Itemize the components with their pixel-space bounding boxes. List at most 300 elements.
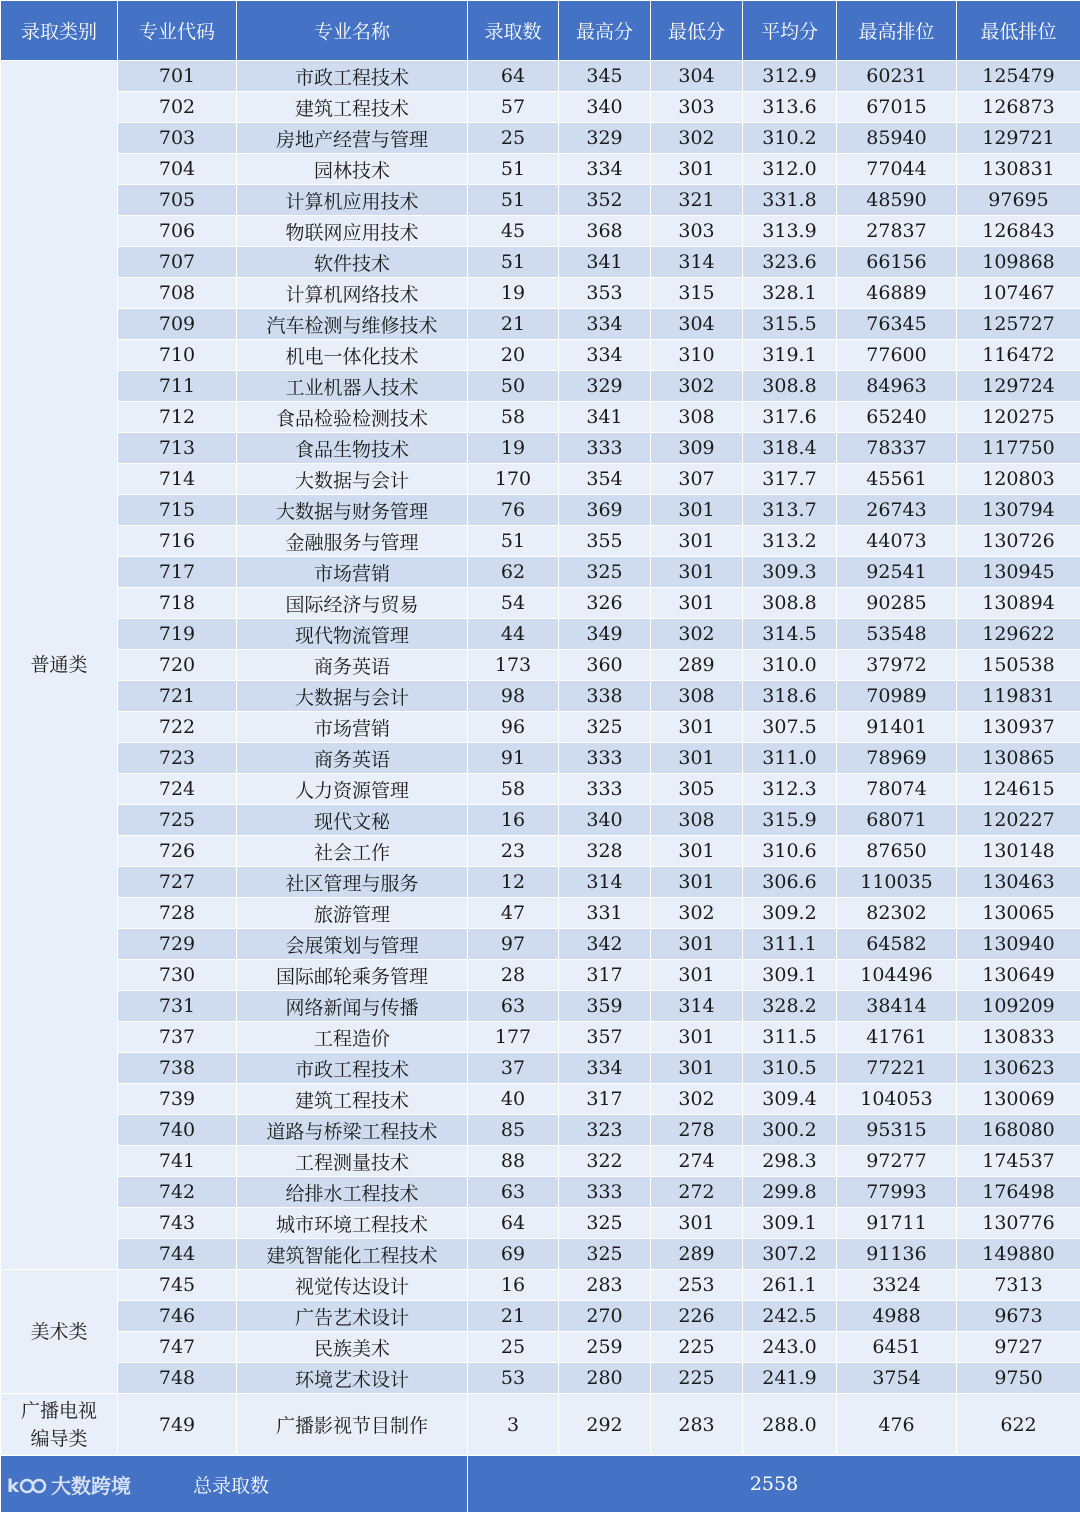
- table-row: [1, 1022, 1080, 1053]
- max-rank-cell: 41761: [837, 1022, 957, 1053]
- header-min-score: 最低分: [651, 1, 743, 61]
- major-code-cell: 739: [118, 1084, 237, 1115]
- max-rank-cell: 60231: [837, 61, 957, 92]
- admitted-count-cell: 85: [468, 1115, 559, 1146]
- max-rank-cell: 3754: [837, 1363, 957, 1394]
- max-score-cell: 322: [559, 1146, 651, 1177]
- major-name-cell: 旅游管理: [237, 898, 468, 929]
- admitted-count-cell: 58: [468, 774, 559, 805]
- min-score-cell: 301: [651, 1208, 743, 1239]
- max-rank-cell: 3324: [837, 1270, 957, 1301]
- avg-score-cell: 315.5: [743, 309, 837, 340]
- table-row: [1, 216, 1080, 247]
- admitted-count-cell: 25: [468, 123, 559, 154]
- min-rank-cell: 9727: [957, 1332, 1080, 1363]
- table-row: [1, 1177, 1080, 1208]
- major-name-cell: 国际邮轮乘务管理: [237, 960, 468, 991]
- max-score-cell: 259: [559, 1332, 651, 1363]
- category-cell: 普通类: [1, 61, 118, 1270]
- max-rank-cell: 476: [837, 1394, 957, 1456]
- max-score-cell: 352: [559, 185, 651, 216]
- min-score-cell: 310: [651, 340, 743, 371]
- max-rank-cell: 104496: [837, 960, 957, 991]
- major-code-cell: 701: [118, 61, 237, 92]
- max-rank-cell: 92541: [837, 557, 957, 588]
- max-score-cell: 333: [559, 1177, 651, 1208]
- table-row: [1, 1053, 1080, 1084]
- min-rank-cell: 130937: [957, 712, 1080, 743]
- table-row: [1, 898, 1080, 929]
- min-score-cell: 272: [651, 1177, 743, 1208]
- avg-score-cell: 311.5: [743, 1022, 837, 1053]
- major-name-cell: 园林技术: [237, 154, 468, 185]
- admitted-count-cell: 97: [468, 929, 559, 960]
- max-score-cell: 333: [559, 433, 651, 464]
- min-rank-cell: 130776: [957, 1208, 1080, 1239]
- table-header: [1, 1, 1080, 61]
- max-rank-cell: 66156: [837, 247, 957, 278]
- admitted-count-cell: 96: [468, 712, 559, 743]
- max-rank-cell: 87650: [837, 836, 957, 867]
- max-score-cell: 368: [559, 216, 651, 247]
- max-rank-cell: 104053: [837, 1084, 957, 1115]
- table-row: [1, 1394, 1080, 1456]
- major-name-cell: 道路与桥梁工程技术: [237, 1115, 468, 1146]
- min-rank-cell: 129721: [957, 123, 1080, 154]
- min-score-cell: 308: [651, 805, 743, 836]
- major-name-cell: 民族美术: [237, 1332, 468, 1363]
- major-name-cell: 房地产经营与管理: [237, 123, 468, 154]
- admitted-count-cell: 57: [468, 92, 559, 123]
- min-rank-cell: 130794: [957, 495, 1080, 526]
- max-score-cell: 354: [559, 464, 651, 495]
- table-row: [1, 1084, 1080, 1115]
- avg-score-cell: 307.2: [743, 1239, 837, 1270]
- min-rank-cell: 130894: [957, 588, 1080, 619]
- avg-score-cell: 309.2: [743, 898, 837, 929]
- max-score-cell: 317: [559, 960, 651, 991]
- admitted-count-cell: 170: [468, 464, 559, 495]
- major-code-cell: 712: [118, 402, 237, 433]
- min-rank-cell: 126843: [957, 216, 1080, 247]
- table-row: [1, 185, 1080, 216]
- max-rank-cell: 97277: [837, 1146, 957, 1177]
- max-score-cell: 353: [559, 278, 651, 309]
- table-row: [1, 681, 1080, 712]
- major-code-cell: 722: [118, 712, 237, 743]
- min-score-cell: 225: [651, 1332, 743, 1363]
- max-score-cell: 270: [559, 1301, 651, 1332]
- table-row: [1, 1270, 1080, 1301]
- table-row: [1, 1239, 1080, 1270]
- min-rank-cell: 117750: [957, 433, 1080, 464]
- avg-score-cell: 313.2: [743, 526, 837, 557]
- avg-score-cell: 308.8: [743, 588, 837, 619]
- major-code-cell: 703: [118, 123, 237, 154]
- major-code-cell: 725: [118, 805, 237, 836]
- major-name-cell: 计算机应用技术: [237, 185, 468, 216]
- max-rank-cell: 76345: [837, 309, 957, 340]
- table-row: [1, 588, 1080, 619]
- major-code-cell: 747: [118, 1332, 237, 1363]
- avg-score-cell: 288.0: [743, 1394, 837, 1456]
- admitted-count-cell: 53: [468, 1363, 559, 1394]
- min-score-cell: 274: [651, 1146, 743, 1177]
- major-name-cell: 现代物流管理: [237, 619, 468, 650]
- min-score-cell: 225: [651, 1363, 743, 1394]
- k100-logo-icon: [7, 1473, 47, 1497]
- total-label: 总录取数: [193, 1474, 270, 1497]
- avg-score-cell: 310.2: [743, 123, 837, 154]
- major-code-cell: 709: [118, 309, 237, 340]
- category-cell: 美术类: [1, 1270, 118, 1394]
- min-rank-cell: 120275: [957, 402, 1080, 433]
- max-rank-cell: 110035: [837, 867, 957, 898]
- min-rank-cell: 130623: [957, 1053, 1080, 1084]
- max-score-cell: 342: [559, 929, 651, 960]
- admitted-count-cell: 47: [468, 898, 559, 929]
- table-row: [1, 61, 1080, 92]
- max-score-cell: 329: [559, 123, 651, 154]
- header-max-rank: 最高排位: [837, 1, 957, 61]
- min-score-cell: 301: [651, 743, 743, 774]
- major-code-cell: 710: [118, 340, 237, 371]
- avg-score-cell: 309.1: [743, 960, 837, 991]
- max-score-cell: 345: [559, 61, 651, 92]
- admitted-count-cell: 64: [468, 1208, 559, 1239]
- admitted-count-cell: 69: [468, 1239, 559, 1270]
- table-row: [1, 123, 1080, 154]
- admitted-count-cell: 98: [468, 681, 559, 712]
- admitted-count-cell: 177: [468, 1022, 559, 1053]
- admitted-count-cell: 76: [468, 495, 559, 526]
- min-rank-cell: 130069: [957, 1084, 1080, 1115]
- major-code-cell: 717: [118, 557, 237, 588]
- table-row: [1, 495, 1080, 526]
- admitted-count-cell: 51: [468, 185, 559, 216]
- table-row: [1, 805, 1080, 836]
- major-code-cell: 749: [118, 1394, 237, 1456]
- min-rank-cell: 109209: [957, 991, 1080, 1022]
- max-score-cell: 292: [559, 1394, 651, 1456]
- table-row: [1, 1208, 1080, 1239]
- max-rank-cell: 48590: [837, 185, 957, 216]
- major-name-cell: 建筑智能化工程技术: [237, 1239, 468, 1270]
- max-rank-cell: 68071: [837, 805, 957, 836]
- table-row: [1, 464, 1080, 495]
- major-code-cell: 721: [118, 681, 237, 712]
- min-score-cell: 283: [651, 1394, 743, 1456]
- table-row: [1, 650, 1080, 681]
- min-score-cell: 301: [651, 836, 743, 867]
- major-code-cell: 719: [118, 619, 237, 650]
- header-major-code: 专业代码: [118, 1, 237, 61]
- max-score-cell: 340: [559, 805, 651, 836]
- max-rank-cell: 82302: [837, 898, 957, 929]
- min-rank-cell: 176498: [957, 1177, 1080, 1208]
- min-score-cell: 301: [651, 526, 743, 557]
- min-score-cell: 303: [651, 92, 743, 123]
- major-code-cell: 730: [118, 960, 237, 991]
- min-rank-cell: 9673: [957, 1301, 1080, 1332]
- admitted-count-cell: 51: [468, 154, 559, 185]
- min-score-cell: 305: [651, 774, 743, 805]
- min-score-cell: 289: [651, 1239, 743, 1270]
- min-score-cell: 308: [651, 681, 743, 712]
- header-min-rank: 最低排位: [957, 1, 1080, 61]
- max-score-cell: 360: [559, 650, 651, 681]
- major-name-cell: 视觉传达设计: [237, 1270, 468, 1301]
- avg-score-cell: 309.4: [743, 1084, 837, 1115]
- max-score-cell: 334: [559, 1053, 651, 1084]
- avg-score-cell: 314.5: [743, 619, 837, 650]
- min-score-cell: 307: [651, 464, 743, 495]
- header-major-name: 专业名称: [237, 1, 468, 61]
- avg-score-cell: 317.6: [743, 402, 837, 433]
- max-rank-cell: 77600: [837, 340, 957, 371]
- max-rank-cell: 90285: [837, 588, 957, 619]
- max-rank-cell: 46889: [837, 278, 957, 309]
- max-rank-cell: 45561: [837, 464, 957, 495]
- table-row: [1, 743, 1080, 774]
- admitted-count-cell: 51: [468, 526, 559, 557]
- major-code-cell: 707: [118, 247, 237, 278]
- max-score-cell: 334: [559, 154, 651, 185]
- major-name-cell: 国际经济与贸易: [237, 588, 468, 619]
- max-rank-cell: 77221: [837, 1053, 957, 1084]
- min-score-cell: 301: [651, 960, 743, 991]
- total-label-cell: [1, 1456, 468, 1513]
- total-value: 2558: [468, 1456, 1080, 1513]
- min-rank-cell: 130148: [957, 836, 1080, 867]
- major-code-cell: 746: [118, 1301, 237, 1332]
- min-score-cell: 302: [651, 619, 743, 650]
- major-name-cell: 人力资源管理: [237, 774, 468, 805]
- min-rank-cell: 130865: [957, 743, 1080, 774]
- min-score-cell: 304: [651, 309, 743, 340]
- major-code-cell: 742: [118, 1177, 237, 1208]
- avg-score-cell: 261.1: [743, 1270, 837, 1301]
- header-category: 录取类别: [1, 1, 118, 61]
- min-rank-cell: 130463: [957, 867, 1080, 898]
- major-name-cell: 现代文秘: [237, 805, 468, 836]
- avg-score-cell: 311.1: [743, 929, 837, 960]
- admitted-count-cell: 25: [468, 1332, 559, 1363]
- min-score-cell: 302: [651, 371, 743, 402]
- avg-score-cell: 312.9: [743, 61, 837, 92]
- major-name-cell: 大数据与会计: [237, 681, 468, 712]
- admitted-count-cell: 63: [468, 1177, 559, 1208]
- major-name-cell: 汽车检测与维修技术: [237, 309, 468, 340]
- avg-score-cell: 310.0: [743, 650, 837, 681]
- min-rank-cell: 130726: [957, 526, 1080, 557]
- max-rank-cell: 44073: [837, 526, 957, 557]
- table-row: [1, 1363, 1080, 1394]
- max-score-cell: 317: [559, 1084, 651, 1115]
- min-score-cell: 315: [651, 278, 743, 309]
- min-rank-cell: 7313: [957, 1270, 1080, 1301]
- admitted-count-cell: 16: [468, 805, 559, 836]
- watermark: [7, 1470, 131, 1499]
- major-code-cell: 715: [118, 495, 237, 526]
- max-score-cell: 341: [559, 402, 651, 433]
- min-rank-cell: 168080: [957, 1115, 1080, 1146]
- major-name-cell: 大数据与会计: [237, 464, 468, 495]
- min-score-cell: 289: [651, 650, 743, 681]
- table-row: [1, 619, 1080, 650]
- max-rank-cell: 53548: [837, 619, 957, 650]
- avg-score-cell: 309.1: [743, 1208, 837, 1239]
- min-score-cell: 304: [651, 61, 743, 92]
- major-name-cell: 给排水工程技术: [237, 1177, 468, 1208]
- max-rank-cell: 85940: [837, 123, 957, 154]
- header-admitted-count: 录取数: [468, 1, 559, 61]
- avg-score-cell: 307.5: [743, 712, 837, 743]
- major-code-cell: 705: [118, 185, 237, 216]
- admitted-count-cell: 20: [468, 340, 559, 371]
- max-score-cell: 323: [559, 1115, 651, 1146]
- table-footer: [1, 1456, 1080, 1513]
- min-rank-cell: 124615: [957, 774, 1080, 805]
- avg-score-cell: 323.6: [743, 247, 837, 278]
- avg-score-cell: 318.6: [743, 681, 837, 712]
- major-code-cell: 718: [118, 588, 237, 619]
- avg-score-cell: 243.0: [743, 1332, 837, 1363]
- max-rank-cell: 78969: [837, 743, 957, 774]
- min-rank-cell: 125727: [957, 309, 1080, 340]
- max-rank-cell: 26743: [837, 495, 957, 526]
- max-score-cell: 328: [559, 836, 651, 867]
- major-name-cell: 工业机器人技术: [237, 371, 468, 402]
- major-name-cell: 环境艺术设计: [237, 1363, 468, 1394]
- min-score-cell: 301: [651, 557, 743, 588]
- min-rank-cell: 120227: [957, 805, 1080, 836]
- max-rank-cell: 4988: [837, 1301, 957, 1332]
- max-rank-cell: 27837: [837, 216, 957, 247]
- avg-score-cell: 310.5: [743, 1053, 837, 1084]
- avg-score-cell: 313.9: [743, 216, 837, 247]
- max-rank-cell: 84963: [837, 371, 957, 402]
- avg-score-cell: 313.6: [743, 92, 837, 123]
- major-code-cell: 724: [118, 774, 237, 805]
- major-code-cell: 738: [118, 1053, 237, 1084]
- max-score-cell: 355: [559, 526, 651, 557]
- admitted-count-cell: 63: [468, 991, 559, 1022]
- major-name-cell: 广播影视节目制作: [237, 1394, 468, 1456]
- major-name-cell: 建筑工程技术: [237, 92, 468, 123]
- min-score-cell: 302: [651, 123, 743, 154]
- max-rank-cell: 70989: [837, 681, 957, 712]
- avg-score-cell: 315.9: [743, 805, 837, 836]
- major-name-cell: 网络新闻与传播: [237, 991, 468, 1022]
- max-rank-cell: 78074: [837, 774, 957, 805]
- major-name-cell: 社区管理与服务: [237, 867, 468, 898]
- table-row: [1, 92, 1080, 123]
- category-cell: 广播电视编导类: [1, 1394, 118, 1456]
- major-name-cell: 食品生物技术: [237, 433, 468, 464]
- major-name-cell: 大数据与财务管理: [237, 495, 468, 526]
- min-rank-cell: 622: [957, 1394, 1080, 1456]
- min-rank-cell: 174537: [957, 1146, 1080, 1177]
- major-code-cell: 729: [118, 929, 237, 960]
- avg-score-cell: 312.3: [743, 774, 837, 805]
- major-code-cell: 727: [118, 867, 237, 898]
- min-score-cell: 308: [651, 402, 743, 433]
- major-name-cell: 市政工程技术: [237, 1053, 468, 1084]
- major-code-cell: 731: [118, 991, 237, 1022]
- avg-score-cell: 308.8: [743, 371, 837, 402]
- major-code-cell: 740: [118, 1115, 237, 1146]
- major-name-cell: 工程测量技术: [237, 1146, 468, 1177]
- table-row: [1, 433, 1080, 464]
- major-name-cell: 市政工程技术: [237, 61, 468, 92]
- admitted-count-cell: 21: [468, 1301, 559, 1332]
- major-code-cell: 748: [118, 1363, 237, 1394]
- svg-text:k: k: [7, 1475, 19, 1497]
- admitted-count-cell: 28: [468, 960, 559, 991]
- major-name-cell: 城市环境工程技术: [237, 1208, 468, 1239]
- max-score-cell: 333: [559, 743, 651, 774]
- admitted-count-cell: 19: [468, 278, 559, 309]
- max-score-cell: 283: [559, 1270, 651, 1301]
- table-row: [1, 1301, 1080, 1332]
- admitted-count-cell: 3: [468, 1394, 559, 1456]
- major-name-cell: 社会工作: [237, 836, 468, 867]
- min-score-cell: 278: [651, 1115, 743, 1146]
- min-score-cell: 309: [651, 433, 743, 464]
- max-score-cell: 359: [559, 991, 651, 1022]
- table-row: [1, 774, 1080, 805]
- table-row: [1, 960, 1080, 991]
- major-code-cell: 728: [118, 898, 237, 929]
- max-score-cell: 280: [559, 1363, 651, 1394]
- max-rank-cell: 37972: [837, 650, 957, 681]
- admitted-count-cell: 88: [468, 1146, 559, 1177]
- min-score-cell: 302: [651, 898, 743, 929]
- major-name-cell: 广告艺术设计: [237, 1301, 468, 1332]
- max-rank-cell: 77993: [837, 1177, 957, 1208]
- major-code-cell: 702: [118, 92, 237, 123]
- table-row: [1, 154, 1080, 185]
- table-row: [1, 278, 1080, 309]
- table-row: [1, 247, 1080, 278]
- min-score-cell: 301: [651, 588, 743, 619]
- max-rank-cell: 65240: [837, 402, 957, 433]
- major-code-cell: 723: [118, 743, 237, 774]
- max-rank-cell: 64582: [837, 929, 957, 960]
- max-score-cell: 333: [559, 774, 651, 805]
- admitted-count-cell: 173: [468, 650, 559, 681]
- max-score-cell: 334: [559, 340, 651, 371]
- admitted-count-cell: 40: [468, 1084, 559, 1115]
- min-rank-cell: 130940: [957, 929, 1080, 960]
- admitted-count-cell: 37: [468, 1053, 559, 1084]
- admitted-count-cell: 91: [468, 743, 559, 774]
- major-name-cell: 工程造价: [237, 1022, 468, 1053]
- min-rank-cell: 130649: [957, 960, 1080, 991]
- max-rank-cell: 78337: [837, 433, 957, 464]
- min-score-cell: 301: [651, 154, 743, 185]
- header-row: [1, 1, 1080, 61]
- footer-row: [1, 1456, 1080, 1513]
- max-score-cell: 326: [559, 588, 651, 619]
- max-score-cell: 340: [559, 92, 651, 123]
- min-score-cell: 301: [651, 929, 743, 960]
- major-name-cell: 计算机网络技术: [237, 278, 468, 309]
- major-code-cell: 714: [118, 464, 237, 495]
- table-row: [1, 836, 1080, 867]
- table-row: [1, 1146, 1080, 1177]
